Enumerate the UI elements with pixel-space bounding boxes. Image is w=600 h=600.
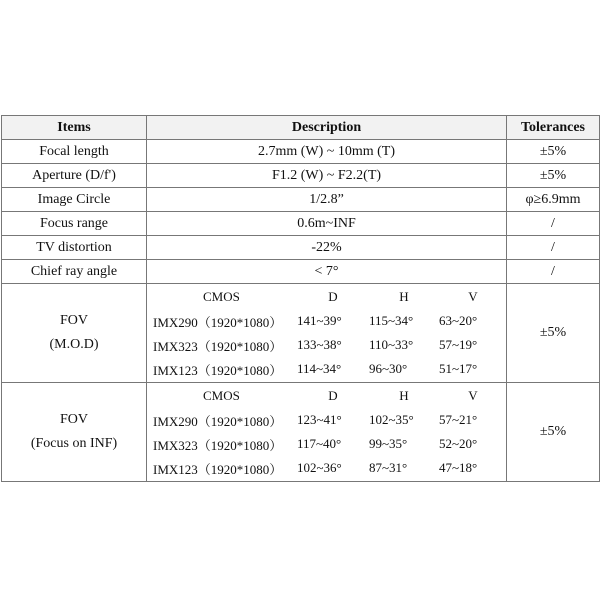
sensor-d: 114~34° — [297, 361, 342, 376]
fov-inf-label-line1: FOV — [59, 412, 88, 427]
fov-inf-label-line2: (Focus on INF) — [30, 436, 118, 451]
item-tolerance: / — [507, 236, 600, 260]
fov-mod-tolerance: ±5% — [507, 284, 600, 383]
sensor-v: 57~21° — [439, 412, 478, 427]
fov-inf-description — [147, 383, 507, 482]
item-label: Aperture (D/f') — [2, 164, 147, 188]
sensor-d: 141~39° — [297, 313, 342, 328]
item-description: < 7° — [147, 260, 507, 284]
col-h: H — [399, 388, 409, 403]
item-tolerance: / — [507, 260, 600, 284]
fov-mod-label — [2, 284, 147, 383]
col-v: V — [468, 388, 478, 403]
fov-inf-sub-header — [147, 384, 507, 408]
sensor-v: 51~17° — [439, 361, 478, 376]
sensor-d: 133~38° — [297, 337, 342, 352]
sensor-d: 102~36° — [297, 460, 342, 475]
table-row-chief-ray-angle — [2, 260, 600, 284]
table-row-fov-inf — [2, 383, 600, 482]
sensor-h: 99~35° — [369, 436, 408, 451]
sensor-h: 110~33° — [369, 337, 414, 352]
sensor-row — [147, 357, 507, 381]
item-label: TV distortion — [2, 236, 147, 260]
item-description: F1.2 (W) ~ F2.2(T) — [147, 164, 507, 188]
sensor-d: 123~41° — [297, 412, 342, 427]
sensor-d: 117~40° — [297, 436, 342, 451]
col-v: V — [468, 289, 478, 304]
sensor-row — [147, 408, 507, 432]
table-row-aperture — [2, 164, 600, 188]
fov-inf-label — [2, 383, 147, 482]
sensor-v: 57~19° — [439, 337, 478, 352]
lens-spec-table — [1, 115, 600, 482]
sensor-cmos: IMX323（1920*1080） — [153, 437, 283, 453]
header-tolerances: Tolerances — [507, 116, 600, 140]
sensor-h: 102~35° — [369, 412, 414, 427]
sensor-h: 87~31° — [369, 460, 408, 475]
sensor-v: 47~18° — [439, 460, 478, 475]
item-description: 1/2.8” — [147, 188, 507, 212]
sensor-cmos: IMX290（1920*1080） — [153, 413, 283, 429]
sensor-v: 52~20° — [439, 436, 478, 451]
table-row-tv-distortion — [2, 236, 600, 260]
col-cmos: CMOS — [203, 289, 240, 304]
fov-mod-description — [147, 284, 507, 383]
col-cmos: CMOS — [203, 388, 240, 403]
header-description: Description — [147, 116, 507, 140]
item-tolerance: ±5% — [507, 140, 600, 164]
item-tolerance: φ≥6.9mm — [507, 188, 600, 212]
table-row-image-circle — [2, 188, 600, 212]
sensor-h: 115~34° — [369, 313, 414, 328]
sensor-h: 96~30° — [369, 361, 408, 376]
item-description: -22% — [147, 236, 507, 260]
table-header-row — [2, 116, 600, 140]
table-row-focal-length — [2, 140, 600, 164]
fov-inf-sensor-table — [147, 384, 507, 480]
fov-mod-sensor-table — [147, 285, 507, 381]
col-h: H — [399, 289, 409, 304]
fov-mod-sub-header — [147, 285, 507, 309]
item-description: 2.7mm (W) ~ 10mm (T) — [147, 140, 507, 164]
item-label: Image Circle — [2, 188, 147, 212]
col-d: D — [328, 388, 338, 403]
item-tolerance: / — [507, 212, 600, 236]
sensor-v: 63~20° — [439, 313, 478, 328]
fov-mod-label-line1: FOV — [59, 313, 88, 328]
table-row-fov-mod — [2, 284, 600, 383]
item-description: 0.6m~INF — [147, 212, 507, 236]
item-label: Focal length — [2, 140, 147, 164]
fov-mod-label-line2: (M.O.D) — [49, 337, 99, 352]
item-label: Chief ray angle — [2, 260, 147, 284]
sensor-cmos: IMX323（1920*1080） — [153, 338, 283, 354]
header-items: Items — [2, 116, 147, 140]
sensor-row — [147, 333, 507, 357]
col-d: D — [328, 289, 338, 304]
table-row-focus-range — [2, 212, 600, 236]
item-tolerance: ±5% — [507, 164, 600, 188]
sensor-cmos: IMX290（1920*1080） — [153, 314, 283, 330]
sensor-cmos: IMX123（1920*1080） — [153, 461, 283, 477]
fov-inf-tolerance: ±5% — [507, 383, 600, 482]
sensor-row — [147, 309, 507, 333]
item-label: Focus range — [2, 212, 147, 236]
sensor-cmos: IMX123（1920*1080） — [153, 362, 283, 378]
sensor-row — [147, 456, 507, 480]
sensor-row — [147, 432, 507, 456]
